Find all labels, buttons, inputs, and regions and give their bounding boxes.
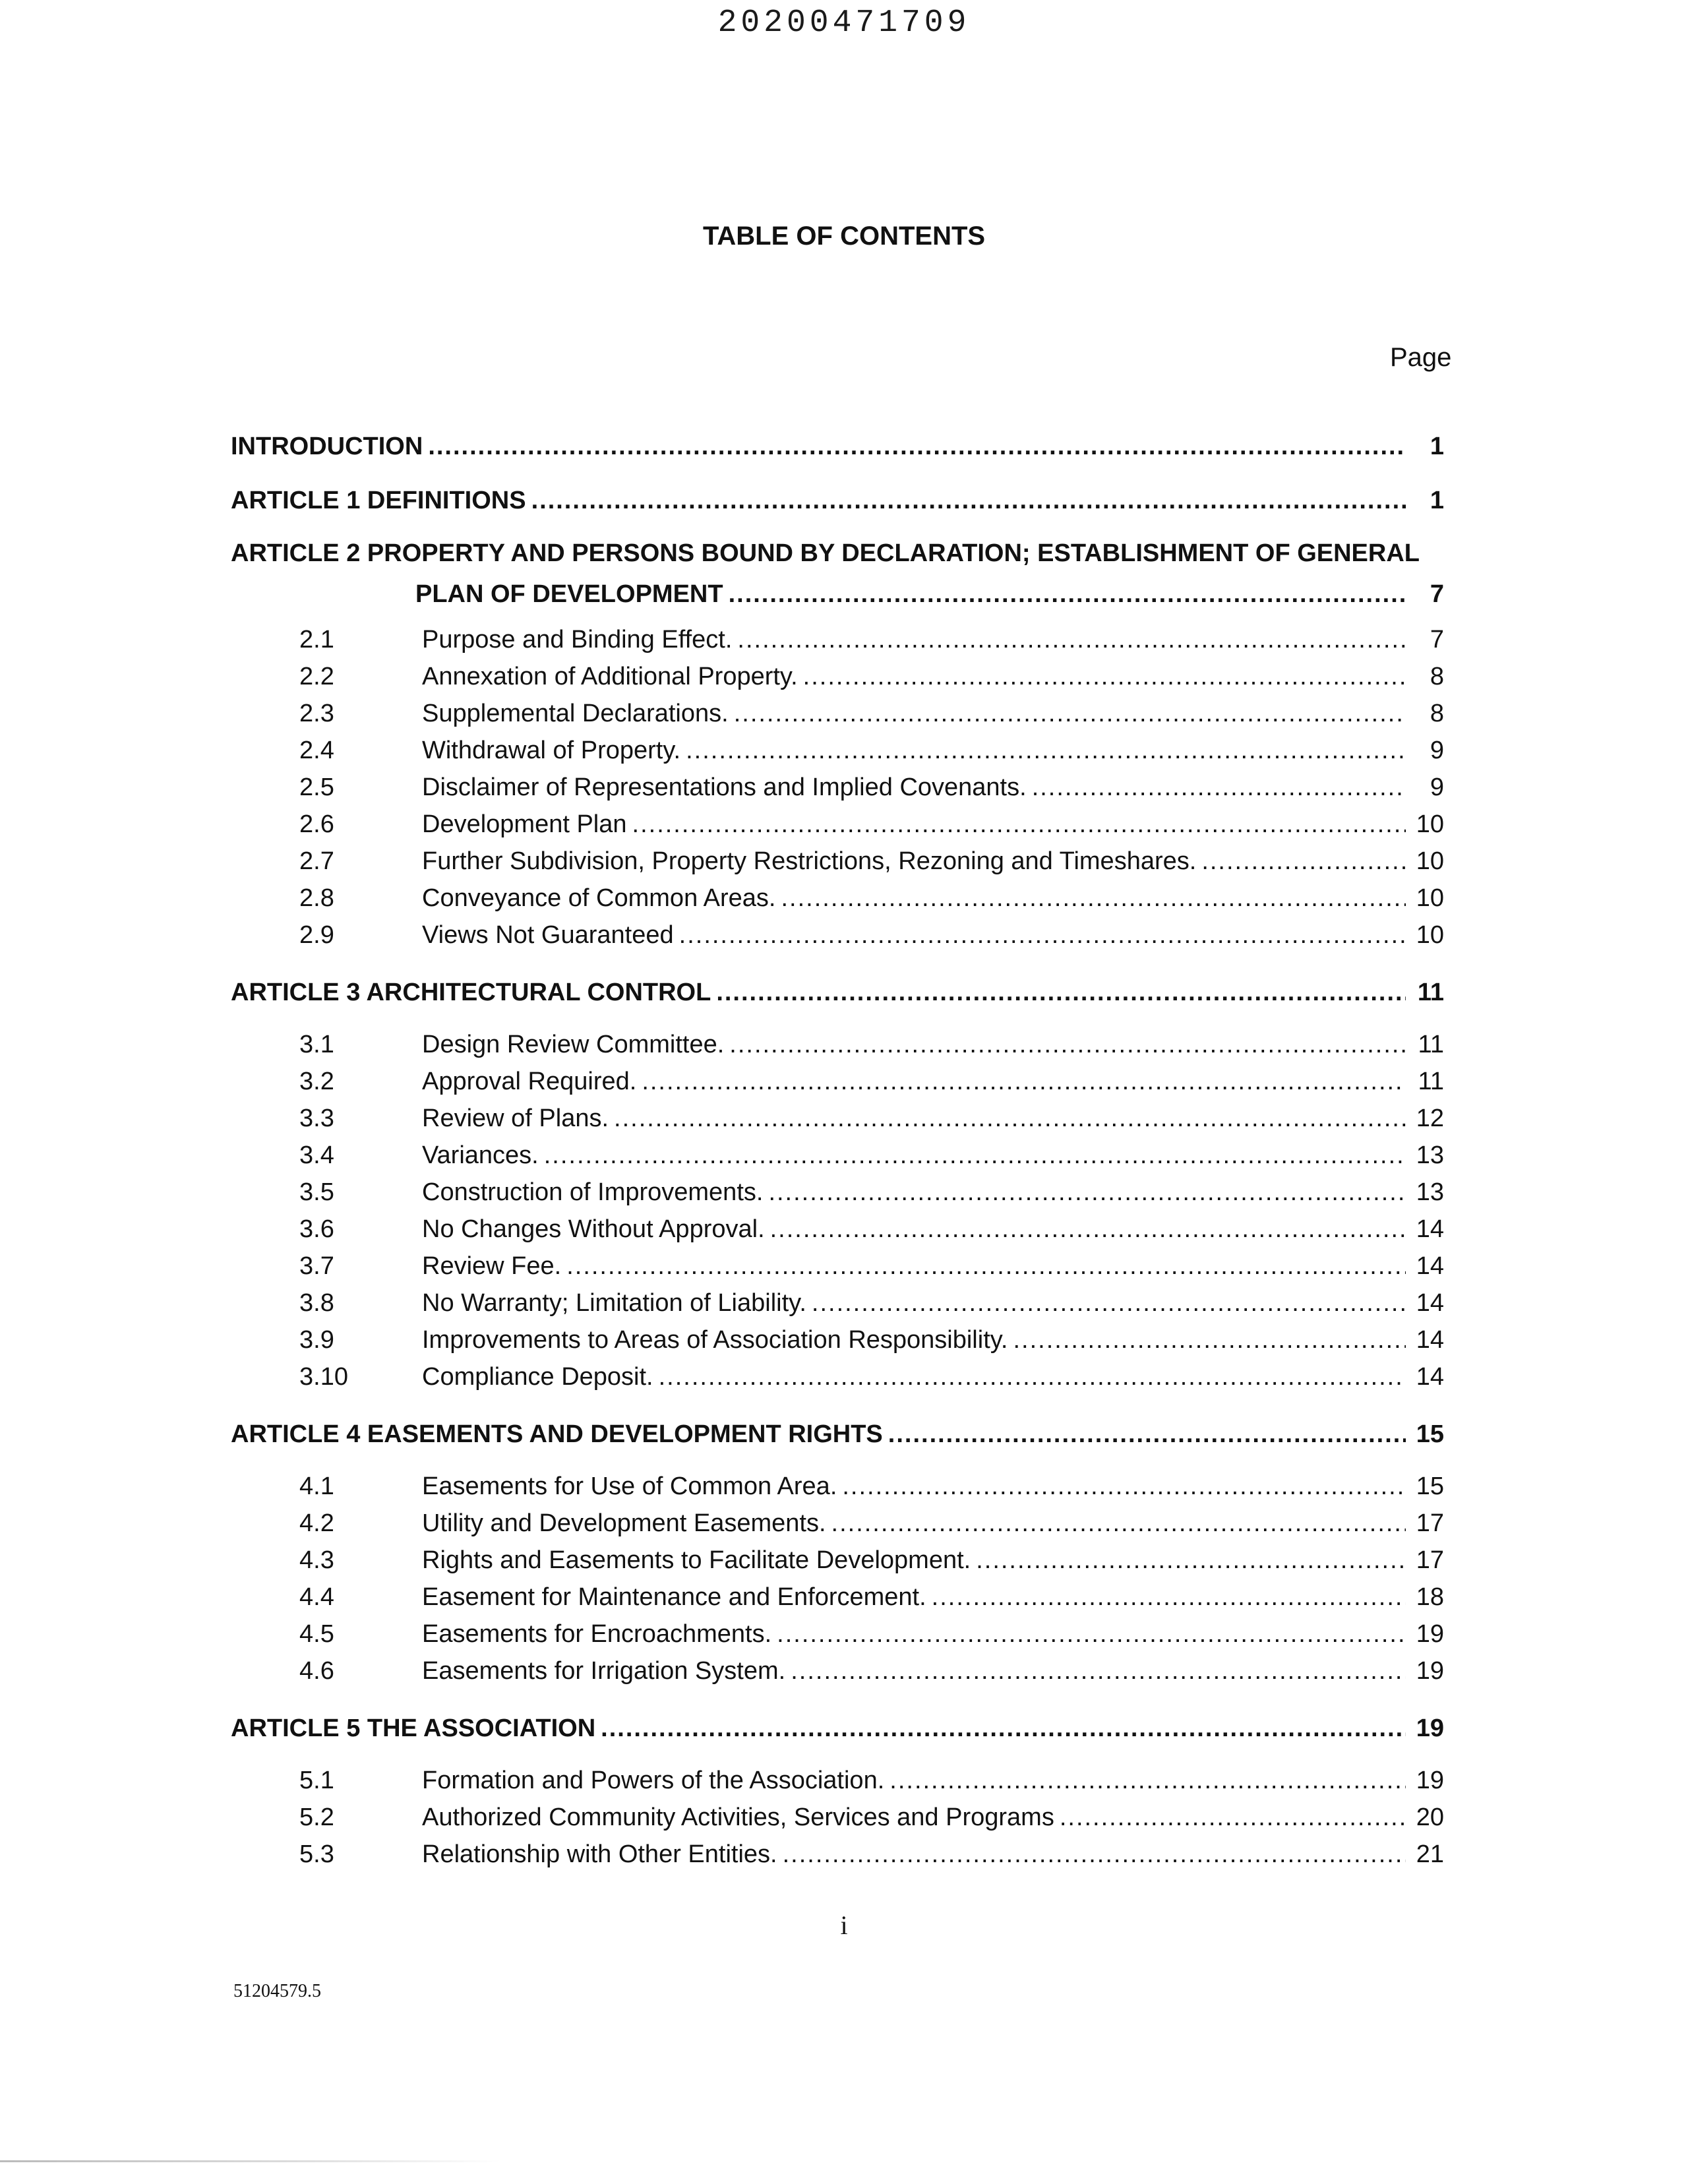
toc-section-3-8[interactable] — [231, 1285, 1444, 1321]
toc-section-4-3[interactable] — [231, 1542, 1444, 1579]
section-number: 5.3 — [299, 1840, 334, 1868]
toc-section-5-2[interactable] — [231, 1799, 1444, 1836]
entry-label: ARTICLE 5 THE ASSOCIATION — [231, 1714, 596, 1742]
entry-label: ARTICLE 1 DEFINITIONS — [231, 487, 526, 514]
section-label: Compliance Deposit. — [422, 1363, 653, 1391]
entry-label: INTRODUCTION — [231, 433, 423, 460]
leader-dots — [544, 1137, 1406, 1174]
section-number: 2.7 — [299, 847, 334, 875]
toc-section-4-1[interactable] — [231, 1468, 1444, 1505]
leader-dots — [768, 1174, 1406, 1211]
section-page-number: 19 — [1416, 1620, 1444, 1648]
toc-entry-article-2[interactable] — [231, 533, 1444, 615]
toc-entry-article-1[interactable] — [231, 473, 1444, 528]
leader-dots — [781, 880, 1406, 917]
entry-label: ARTICLE 3 ARCHITECTURAL CONTROL — [231, 979, 711, 1006]
section-page-number: 19 — [1416, 1767, 1444, 1794]
section-page-number: 14 — [1416, 1215, 1444, 1243]
leader-dots — [777, 1616, 1406, 1653]
section-label: Annexation of Additional Property. — [422, 663, 798, 690]
section-number: 5.1 — [299, 1767, 334, 1794]
leader-dots — [1013, 1321, 1406, 1358]
toc-title: TABLE OF CONTENTS — [702, 222, 986, 251]
leader-dots — [729, 574, 1406, 615]
article-2-sections — [231, 621, 1444, 954]
table-of-contents — [231, 419, 1444, 1885]
section-number: 3.9 — [299, 1326, 334, 1354]
section-number: 3.8 — [299, 1289, 334, 1317]
section-number: 3.3 — [299, 1105, 334, 1132]
leader-dots — [729, 1026, 1406, 1063]
entry-page-number: 19 — [1416, 1714, 1444, 1742]
toc-section-3-4[interactable] — [231, 1137, 1444, 1174]
section-label: Variances. — [422, 1141, 539, 1169]
section-label: Conveyance of Common Areas. — [422, 884, 776, 912]
toc-entry-article-5[interactable] — [231, 1701, 1444, 1755]
section-number: 2.1 — [299, 626, 334, 653]
toc-section-2-8[interactable] — [231, 880, 1444, 917]
toc-section-2-6[interactable] — [231, 806, 1444, 843]
section-page-number: 17 — [1416, 1509, 1444, 1537]
section-number: 3.10 — [299, 1363, 348, 1391]
section-label: Utility and Development Easements. — [422, 1509, 826, 1537]
leader-dots — [679, 917, 1406, 954]
section-number: 2.5 — [299, 774, 334, 801]
section-label: Design Review Committee. — [422, 1031, 725, 1058]
section-label: Formation and Powers of the Association. — [422, 1767, 885, 1794]
section-label: No Warranty; Limitation of Liability. — [422, 1289, 806, 1317]
section-page-number: 8 — [1430, 700, 1444, 727]
leader-dots — [686, 732, 1406, 769]
section-label: Approval Required. — [422, 1068, 637, 1095]
toc-section-2-7[interactable] — [231, 843, 1444, 880]
section-label: Review Fee. — [422, 1252, 562, 1280]
section-page-number: 9 — [1430, 774, 1444, 801]
article-4-sections — [231, 1468, 1444, 1689]
section-label: Relationship with Other Entities. — [422, 1840, 777, 1868]
section-label: Further Subdivision, Property Restrictions, Rezoning and Timeshares. — [422, 847, 1197, 875]
leader-dots — [783, 1836, 1406, 1873]
leader-dots — [889, 1762, 1406, 1799]
section-page-number: 11 — [1418, 1068, 1444, 1095]
section-label: Easement for Maintenance and Enforcement. — [422, 1583, 926, 1611]
section-page-number: 11 — [1418, 1031, 1444, 1058]
leader-dots — [842, 1468, 1406, 1505]
section-label: Easements for Irrigation System. — [422, 1657, 786, 1685]
section-page-number: 12 — [1416, 1105, 1444, 1132]
section-number: 4.1 — [299, 1472, 334, 1500]
section-label: Views Not Guaranteed — [422, 921, 674, 949]
section-number: 3.6 — [299, 1215, 334, 1243]
entry-page-number: 1 — [1430, 487, 1444, 514]
section-label: Purpose and Binding Effect. — [422, 626, 733, 653]
section-number: 5.2 — [299, 1804, 334, 1831]
section-number: 3.5 — [299, 1178, 334, 1206]
section-label: Supplemental Declarations. — [422, 700, 729, 727]
section-number: 3.4 — [299, 1141, 334, 1169]
toc-section-4-6[interactable] — [231, 1653, 1444, 1689]
toc-section-2-5[interactable] — [231, 769, 1444, 806]
section-label: Disclaimer of Representations and Implied Covenants. — [422, 774, 1027, 801]
entry-label: ARTICLE 4 EASEMENTS AND DEVELOPMENT RIGHTS — [231, 1420, 883, 1448]
section-page-number: 21 — [1416, 1840, 1444, 1868]
leader-dots — [791, 1653, 1406, 1689]
toc-section-3-6[interactable] — [231, 1211, 1444, 1248]
section-number: 2.2 — [299, 663, 334, 690]
leader-dots — [1032, 769, 1406, 806]
leader-dots — [659, 1358, 1406, 1395]
section-page-number: 10 — [1416, 810, 1444, 838]
section-number: 3.1 — [299, 1031, 334, 1058]
section-page-number: 15 — [1416, 1472, 1444, 1500]
section-number: 2.3 — [299, 700, 334, 727]
scan-artifact-line — [0, 2160, 501, 2162]
section-number: 4.2 — [299, 1509, 334, 1537]
section-label: No Changes Without Approval. — [422, 1215, 765, 1243]
leader-dots — [642, 1063, 1406, 1100]
leader-dots — [737, 621, 1406, 658]
section-number: 2.9 — [299, 921, 334, 949]
entry-page-number: 1 — [1430, 433, 1444, 460]
toc-section-5-1[interactable] — [231, 1762, 1444, 1799]
toc-section-4-2[interactable] — [231, 1505, 1444, 1542]
entry-label-continued: PLAN OF DEVELOPMENT — [415, 580, 723, 608]
section-number: 3.7 — [299, 1252, 334, 1280]
entry-page-number: 7 — [1430, 580, 1444, 608]
leader-dots — [716, 965, 1406, 1019]
section-page-number: 14 — [1416, 1252, 1444, 1280]
leader-dots — [428, 419, 1406, 473]
leader-dots — [566, 1248, 1406, 1285]
leader-dots — [632, 806, 1406, 843]
section-label: Review of Plans. — [422, 1105, 609, 1132]
recording-number: 20200471709 — [717, 5, 971, 41]
section-page-number: 10 — [1416, 884, 1444, 912]
leader-dots — [932, 1579, 1406, 1616]
entry-label: ARTICLE 2 PROPERTY AND PERSONS BOUND BY DECLARATION; ESTABLISHMENT OF GENERAL — [231, 539, 1420, 567]
section-label: Easements for Use of Common Area. — [422, 1472, 837, 1500]
toc-section-3-1[interactable] — [231, 1026, 1444, 1063]
toc-section-4-5[interactable] — [231, 1616, 1444, 1653]
section-number: 3.2 — [299, 1068, 334, 1095]
footer-page-number: i — [840, 1910, 848, 1940]
section-label: Rights and Easements to Facilitate Development. — [422, 1546, 971, 1574]
toc-section-2-1[interactable] — [231, 621, 1444, 658]
toc-section-3-9[interactable] — [231, 1321, 1444, 1358]
toc-section-3-3[interactable] — [231, 1100, 1444, 1137]
entry-page-number: 15 — [1416, 1420, 1444, 1448]
section-page-number: 18 — [1416, 1583, 1444, 1611]
leader-dots — [601, 1701, 1406, 1755]
section-page-number: 14 — [1416, 1363, 1444, 1391]
leader-dots — [734, 695, 1406, 732]
entry-page-number: 11 — [1417, 979, 1444, 1006]
leader-dots — [812, 1285, 1406, 1321]
section-page-number: 10 — [1416, 847, 1444, 875]
leader-dots — [976, 1542, 1406, 1579]
page-column-header: Page — [1390, 343, 1452, 372]
section-label: Development Plan — [422, 810, 627, 838]
section-page-number: 13 — [1416, 1141, 1444, 1169]
toc-entry-introduction[interactable] — [231, 419, 1444, 473]
toc-section-2-3[interactable] — [231, 695, 1444, 732]
section-number: 4.4 — [299, 1583, 334, 1611]
toc-section-2-4[interactable] — [231, 732, 1444, 769]
leader-dots — [614, 1100, 1406, 1137]
section-label: Withdrawal of Property. — [422, 737, 681, 764]
leader-dots — [888, 1407, 1406, 1461]
section-page-number: 17 — [1416, 1546, 1444, 1574]
section-number: 2.8 — [299, 884, 334, 912]
section-page-number: 13 — [1416, 1178, 1444, 1206]
leader-dots — [803, 658, 1406, 695]
section-number: 2.6 — [299, 810, 334, 838]
section-label: Easements for Encroachments. — [422, 1620, 772, 1648]
article-5-sections — [231, 1762, 1444, 1873]
leader-dots — [831, 1505, 1406, 1542]
section-page-number: 19 — [1416, 1657, 1444, 1685]
section-number: 4.5 — [299, 1620, 334, 1648]
leader-dots — [1201, 843, 1406, 880]
toc-entry-article-3[interactable] — [231, 965, 1444, 1019]
section-page-number: 20 — [1416, 1804, 1444, 1831]
section-page-number: 8 — [1430, 663, 1444, 690]
footer-document-id: 51204579.5 — [233, 1981, 321, 2001]
section-page-number: 7 — [1430, 626, 1444, 653]
section-page-number: 9 — [1430, 737, 1444, 764]
section-page-number: 14 — [1416, 1326, 1444, 1354]
toc-section-5-3[interactable] — [231, 1836, 1444, 1873]
toc-section-3-10[interactable] — [231, 1358, 1444, 1395]
section-label: Authorized Community Activities, Services and Programs — [422, 1804, 1054, 1831]
toc-entry-article-4[interactable] — [231, 1407, 1444, 1461]
section-page-number: 14 — [1416, 1289, 1444, 1317]
section-label: Improvements to Areas of Association Responsibility. — [422, 1326, 1008, 1354]
section-page-number: 10 — [1416, 921, 1444, 949]
toc-section-3-5[interactable] — [231, 1174, 1444, 1211]
toc-section-3-7[interactable] — [231, 1248, 1444, 1285]
article-3-sections — [231, 1026, 1444, 1395]
section-number: 2.4 — [299, 737, 334, 764]
section-number: 4.6 — [299, 1657, 334, 1685]
leader-dots — [531, 473, 1406, 528]
toc-section-4-4[interactable] — [231, 1579, 1444, 1616]
section-number: 4.3 — [299, 1546, 334, 1574]
section-label: Construction of Improvements. — [422, 1178, 764, 1206]
leader-dots — [1060, 1799, 1406, 1836]
leader-dots — [770, 1211, 1406, 1248]
toc-section-2-9[interactable] — [231, 917, 1444, 954]
toc-section-2-2[interactable] — [231, 658, 1444, 695]
toc-section-3-2[interactable] — [231, 1063, 1444, 1100]
